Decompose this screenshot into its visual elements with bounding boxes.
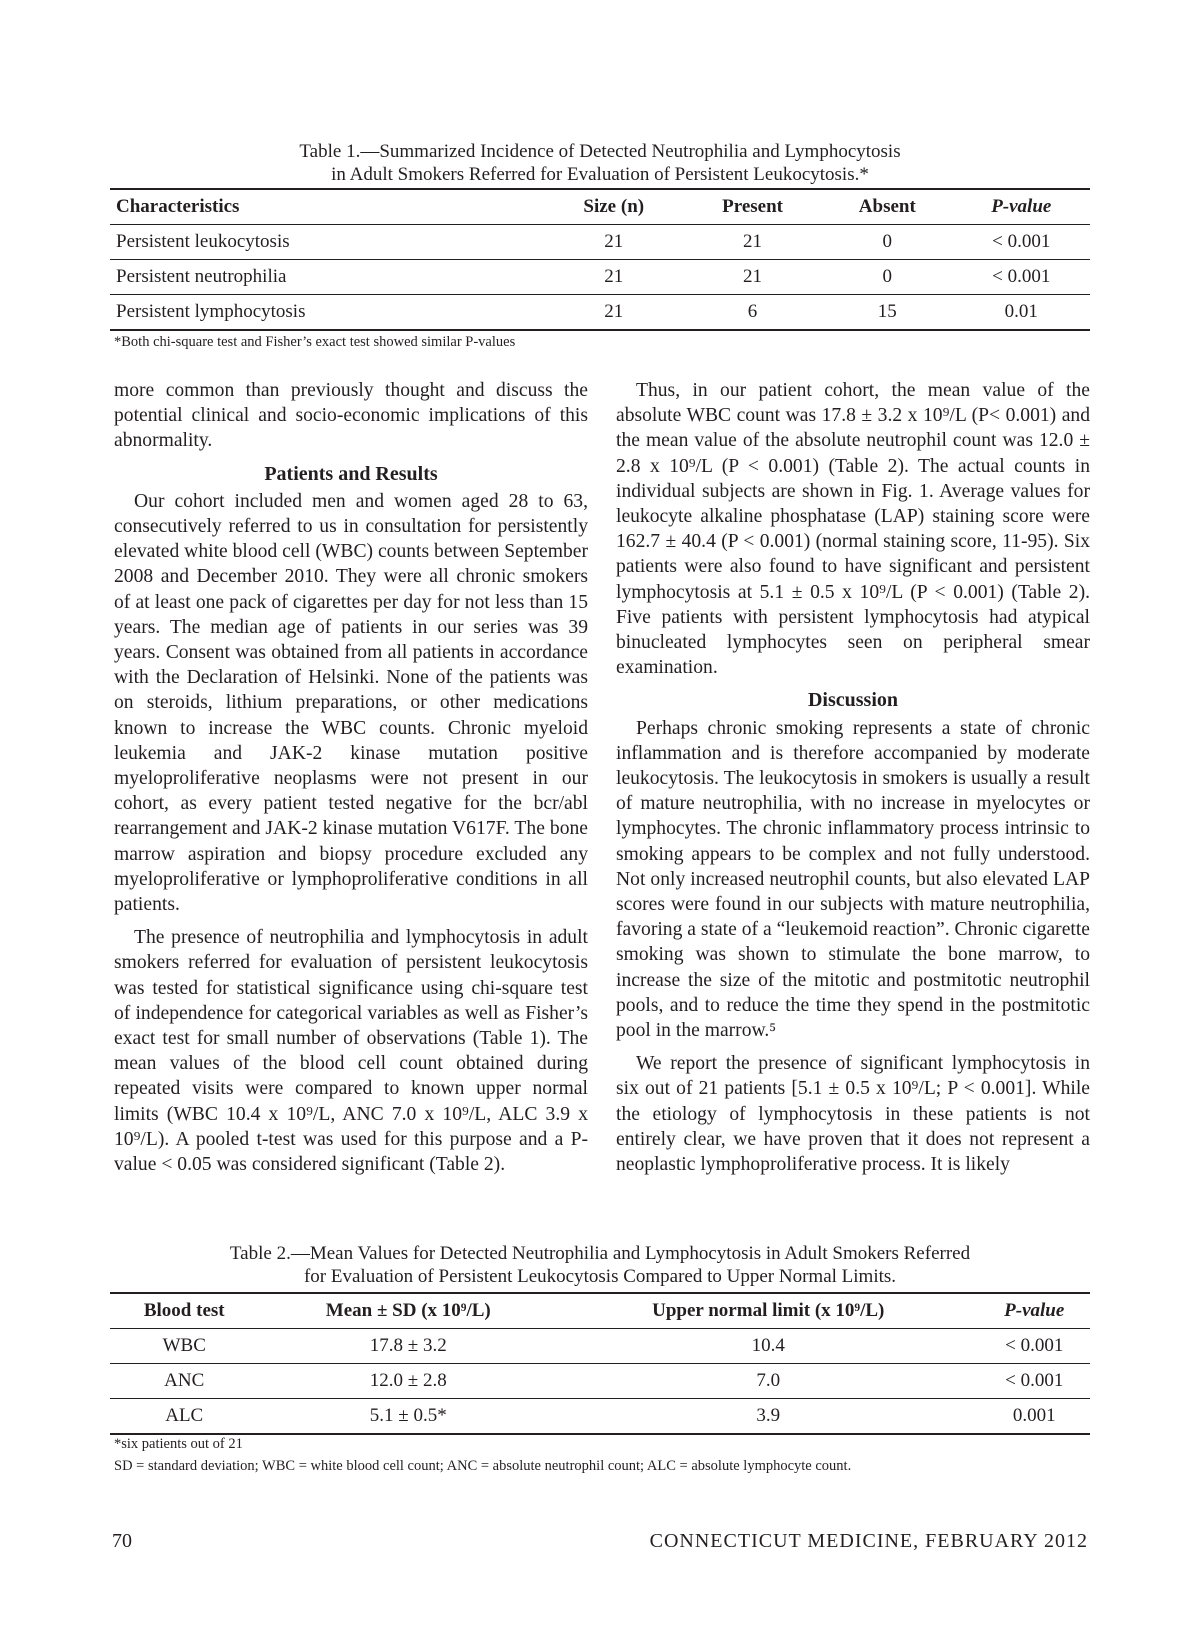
table-row	[110, 295, 1090, 331]
table1-header: Absent	[822, 189, 952, 225]
table2-footnote: *six patients out of 21	[114, 1436, 243, 1452]
table2-abbreviations: SD = standard deviation; WBC = white blood cell count; ANC = absolute neutrophil count; ALC = absolute lymphocyte count.	[114, 1458, 852, 1474]
table-cell: 5.1 ± 0.5*	[258, 1399, 558, 1435]
table-row	[110, 1329, 1090, 1364]
table-cell: 10.4	[558, 1329, 978, 1364]
table2	[110, 1292, 1090, 1435]
table2-caption-line: for Evaluation of Persistent Leukocytosis Compared to Upper Normal Limits.	[303, 1266, 897, 1287]
table1	[110, 188, 1090, 331]
table-row	[110, 225, 1090, 260]
table-cell: < 0.001	[953, 225, 1090, 260]
table-cell: 21	[683, 260, 822, 295]
table2-caption	[0, 1242, 1200, 1288]
paragraph: Our cohort included men and women aged 28 to 63, consecutively referred to us in consultation for persistently elevated white blood cell (WBC) counts between September 2008 and December 2010. They were all chronic smokers of at least one pack of cigarettes per day for not less than 15 years. The median age of patients in our series was 39 years. Consent was obtained from all patients in accordance with the Declaration of Helsinki. None of the patients was on steroids, lithium preparations, or other medications known to increase the WBC counts. Chronic myeloid leukemia and JAK-2 kinase mutation positive myeloproliferative neoplasms were not present in our cohort, as every patient tested negative for the bcr/abl rearrangement and JAK-2 kinase mutation V617F. The bone marrow aspiration and biopsy procedure excluded any myeloproliferative or lymphoproliferative conditions in all patients.	[114, 490, 588, 916]
table2-caption-line: Table 2.—Mean Values for Detected Neutrophilia and Lymphocytosis in Adult Smokers Referred	[229, 1243, 971, 1264]
table-cell: 12.0 ± 2.8	[258, 1364, 558, 1399]
right-column	[616, 378, 1090, 1185]
table-row	[110, 1399, 1090, 1435]
table1-header: Size (n)	[544, 189, 683, 225]
table-cell: 6	[683, 295, 822, 331]
table-row	[110, 260, 1090, 295]
table-cell: 0.001	[978, 1399, 1090, 1435]
table-row	[110, 1364, 1090, 1399]
section-heading: Patients and Results	[264, 462, 438, 485]
left-column	[114, 378, 588, 1185]
table-cell: < 0.001	[978, 1329, 1090, 1364]
table2-header: P-value	[978, 1293, 1090, 1329]
table-cell: Persistent neutrophilia	[110, 260, 544, 295]
table-cell: 0	[822, 225, 952, 260]
table-cell: 7.0	[558, 1364, 978, 1399]
table1-header: Present	[683, 189, 822, 225]
table-cell: 3.9	[558, 1399, 978, 1435]
paragraph: more common than previously thought and discuss the potential clinical and socio-economic implications of this abnormality.	[114, 380, 588, 452]
table1-footnote: *Both chi-square test and Fisher’s exact test showed similar P-values	[114, 334, 516, 350]
table-cell: < 0.001	[978, 1364, 1090, 1399]
table-cell: 21	[544, 295, 683, 331]
table-cell: Persistent leukocytosis	[110, 225, 544, 260]
table-cell: 0	[822, 260, 952, 295]
table-cell: WBC	[110, 1329, 258, 1364]
table-cell: 21	[544, 260, 683, 295]
table1-header: Characteristics	[110, 189, 544, 225]
table-cell: 17.8 ± 3.2	[258, 1329, 558, 1364]
table1-caption-line: Table 1.—Summarized Incidence of Detected Neutrophilia and Lymphocytosis	[299, 141, 901, 162]
paragraph: Perhaps chronic smoking represents a state of chronic inflammation and is therefore accompanied by moderate leukocytosis. The leukocytosis in smokers is usually a result of mature neutrophilia, with no increase in myelocytes or lymphocytes. The chronic inflammatory process intrinsic to smoking appears to be complex and not fully understood. Not only increased neutrophil counts, but also elevated LAP scores were found in our subjects with mature neutrophilia, favoring a state of a “leukemoid reaction”. Chronic cigarette smoking was shown to stimulate the bone marrow, to increase the size of the mitotic and postmitotic neutrophil pools, and to reduce the time they spend in the postmitotic pool in the marrow.⁵	[616, 717, 1090, 1042]
paragraph: Thus, in our patient cohort, the mean value of the absolute WBC count was 17.8 ± 3.2 x 10⁹/L (P< 0.001) and the mean value of the absolute neutrophil count was 12.0 ± 2.8 x 10⁹/L (P < 0.001) (Table 2). The actual counts in individual subjects are shown in Fig. 1. Average values for leukocyte alkaline phosphatase (LAP) staining score were 162.7 ± 40.4 (P < 0.001) (normal staining score, 11-95). Six patients were also found to have significant and persistent lymphocytosis at 5.1 ± 0.5 x 10⁹/L (P < 0.001) (Table 2). Five patients with persistent lymphocytosis had atypical binucleated lymphocytes seen on peripheral smear examination.	[616, 380, 1090, 679]
table-cell: ANC	[110, 1364, 258, 1399]
journal-name: CONNECTICUT MEDICINE, FEBRUARY 2012	[649, 1530, 1088, 1552]
paragraph: We report the presence of significant lymphocytosis in six out of 21 patients [5.1 ± 0.5 x 10⁹/L; P < 0.001]. While the etiology of lymphocytosis in these patients is not entirely clear, we have proven that it does not represent a neoplastic lymphoproliferative process. It is likely	[616, 1053, 1090, 1176]
paragraph: The presence of neutrophilia and lymphocytosis in adult smokers referred for evaluation of persistent leukocytosis was tested for statistical significance using chi-square test of independence for categorical variables as well as Fisher’s exact test for small number of observations (Table 1). The mean values of the blood cell count obtained during repeated visits were compared to known upper normal limits (WBC 10.4 x 10⁹/L, ANC 7.0 x 10⁹/L, ALC 3.9 x 10⁹/L). A pooled t-test was used for this purpose and a P-value < 0.05 was considered significant (Table 2).	[114, 927, 588, 1176]
table1-caption	[0, 140, 1200, 186]
table2-header: Upper normal limit (x 10⁹/L)	[558, 1293, 978, 1329]
table-cell: < 0.001	[953, 260, 1090, 295]
table2-header: Blood test	[110, 1293, 258, 1329]
table-cell: Persistent lymphocytosis	[110, 295, 544, 331]
table1-header: P-value	[953, 189, 1090, 225]
table2-header: Mean ± SD (x 10⁹/L)	[258, 1293, 558, 1329]
page-number: 70	[112, 1530, 132, 1552]
table-cell: ALC	[110, 1399, 258, 1435]
table-cell: 0.01	[953, 295, 1090, 331]
table-cell: 21	[683, 225, 822, 260]
table-cell: 15	[822, 295, 952, 331]
section-heading: Discussion	[807, 689, 899, 712]
table1-caption-line: in Adult Smokers Referred for Evaluation of Persistent Leukocytosis.*	[331, 164, 869, 185]
table-cell: 21	[544, 225, 683, 260]
